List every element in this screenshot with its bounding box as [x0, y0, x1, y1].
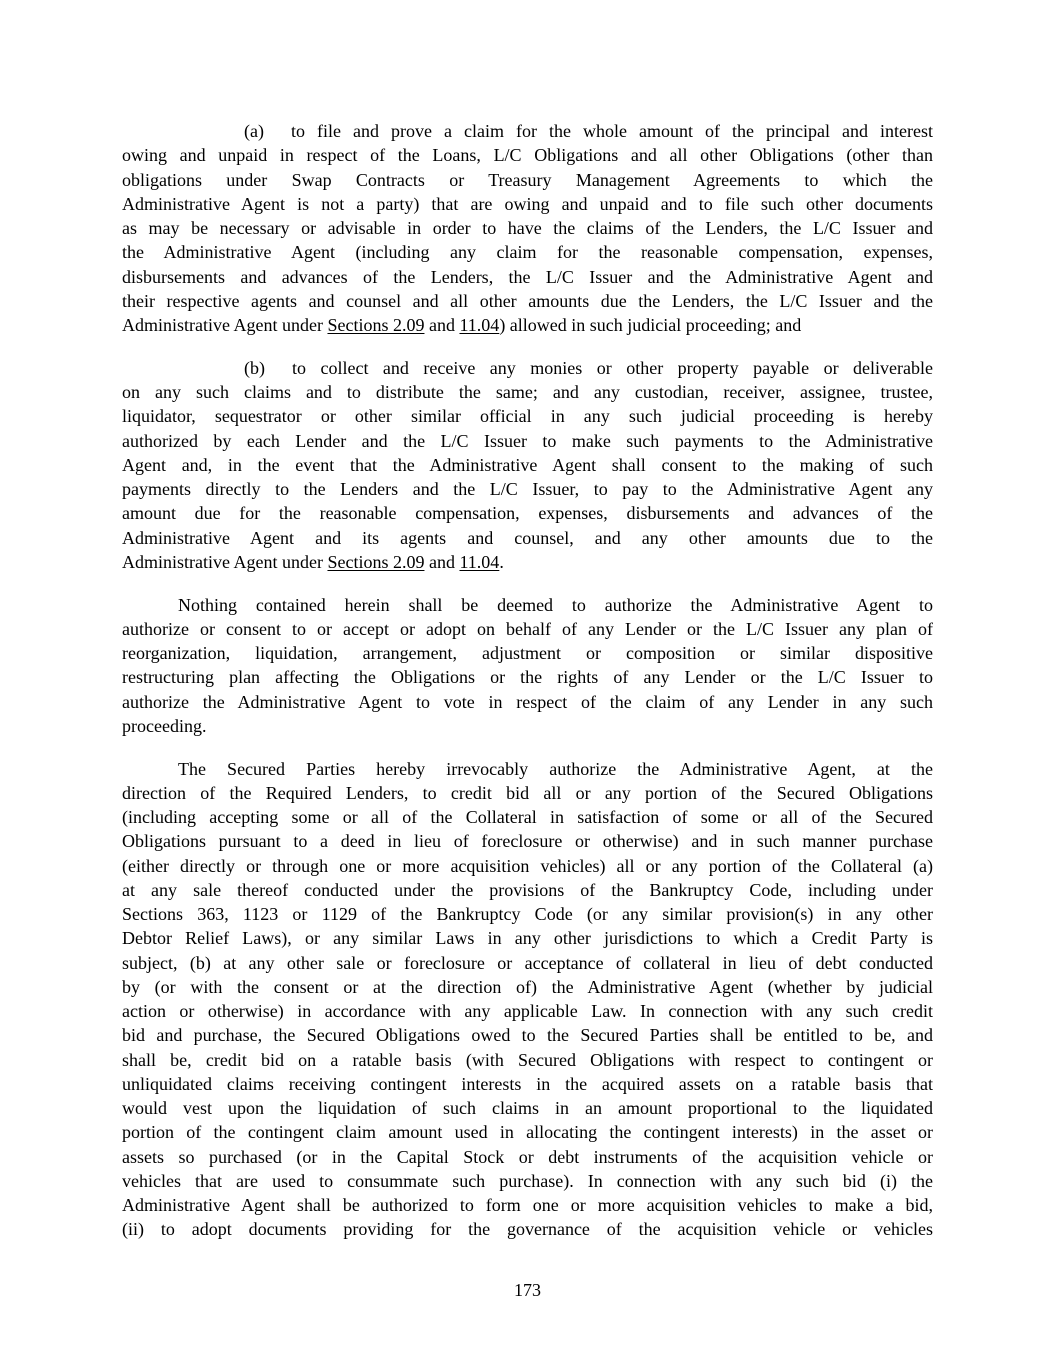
text-run: proceeding.: [122, 715, 207, 736]
text-line: [122, 477, 933, 501]
text-line: [122, 168, 933, 192]
text-run: The Secured Parties hereby irrevocably authorize the Administrative Agent, at the: [178, 758, 933, 779]
text-run: Administrative Agent shall be authorized to form one or more acquisition vehicles to make a bid,: [122, 1195, 933, 1215]
paragraph-nothing-contained: [122, 593, 933, 739]
text-run: (either directly or through one or more acquisition vehicles) all or any portion of the Collateral (a): [122, 855, 933, 876]
text-line: [122, 526, 933, 550]
text-line: [122, 265, 933, 289]
text-line: [122, 593, 933, 617]
text-line: [122, 690, 933, 714]
text-run: restructuring plan affecting the Obligations or the rights of any Lender or the L/C Issuer to: [122, 667, 933, 688]
text-run: (including accepting some or all of the Collateral in satisfaction of some or all of the Secured: [122, 807, 933, 827]
text-line: [122, 429, 933, 453]
text-run: shall be, credit bid on a ratable basis (with Secured Obligations with respect to contingent or: [122, 1049, 933, 1070]
text-line: [122, 781, 933, 805]
text-run: subject, (b) at any other sale or foreclosure or acceptance of collateral in lieu of debt conducted: [122, 952, 933, 973]
text-run: on any such claims and to distribute the same; and any custodian, receiver, assignee, trustee,: [122, 382, 933, 402]
text-run: Administrative Agent is not a party) that are owing and unpaid and to file such other documents: [122, 193, 933, 214]
paragraph-clause-b: [122, 356, 933, 574]
text-line: [122, 289, 933, 313]
text-line: [122, 617, 933, 641]
text-run: direction of the Required Lenders, to credit bid all or any portion of the Secured Obligations: [122, 782, 933, 803]
text-run: (b): [244, 357, 265, 378]
section-reference: Sections 2.09: [327, 551, 425, 572]
text-run: Obligations pursuant to a deed in lieu of foreclosure or otherwise) and in such manner purchase: [122, 831, 933, 852]
text-line: [122, 1072, 933, 1096]
text-run: reorganization, liquidation, arrangement, adjustment or composition or similar dispositive: [122, 643, 933, 663]
text-line: [122, 975, 933, 999]
text-run: by (or with the consent or at the direction of) the Administrative Agent (whether by judicial: [122, 976, 933, 997]
text-line: [122, 999, 933, 1023]
text-run: as may be necessary or advisable in order to have the claims of the Lenders, the L/C Issuer and: [122, 218, 933, 238]
text-run: Agent and, in the event that the Administrative Agent shall consent to the making of such: [122, 454, 933, 475]
text-run: authorize the Administrative Agent to vote in respect of the claim of any Lender in any such: [122, 691, 933, 712]
text-line: [122, 757, 933, 781]
text-run: ) allowed in such judicial proceeding; and: [499, 315, 802, 335]
text-run: Administrative Agent under: [122, 315, 328, 335]
text-line: [122, 380, 933, 404]
text-line: [122, 1096, 933, 1120]
text-run: authorized by each Lender and the L/C Issuer to make such payments to the Administrative: [122, 430, 933, 451]
text-line: [122, 854, 933, 878]
text-run: the Administrative Agent (including any claim for the reasonable compensation, expenses,: [122, 242, 933, 263]
text-run: authorize or consent to or accept or adopt on behalf of any Lender or the L/C Issuer any plan of: [122, 618, 933, 639]
text-run: and: [424, 315, 460, 335]
page-number: 173: [514, 1279, 541, 1300]
text-line: [122, 404, 933, 428]
text-run: unliquidated claims receiving contingent interests in the acquired assets on a ratable basis that: [122, 1073, 933, 1094]
text-line: [122, 501, 933, 525]
text-line: [122, 240, 933, 264]
text-run: liquidator, sequestrator or other similar official in any such judicial proceeding is hereby: [122, 406, 933, 427]
text-run: obligations under Swap Contracts or Treasury Management Agreements to which the: [122, 169, 933, 190]
text-run: owing and unpaid in respect of the Loans, L/C Obligations and all other Obligations (other than: [122, 145, 933, 166]
paragraph-clause-a: [122, 119, 933, 337]
text-run: (a): [244, 121, 264, 141]
section-reference: 11.04: [459, 551, 500, 572]
text-run: action or otherwise) in accordance with any applicable Law. In connection with any such credit: [122, 1001, 933, 1021]
text-line: [122, 878, 933, 902]
text-run: Nothing contained herein shall be deemed to authorize the Administrative Agent to: [178, 594, 933, 615]
text-line: [122, 356, 933, 380]
text-line: [122, 216, 933, 240]
text-line: [122, 1217, 933, 1241]
text-line: [122, 902, 933, 926]
text-line: [122, 1145, 933, 1169]
text-run: payments directly to the Lenders and the L/C Issuer, to pay to the Administrative Agent any: [122, 479, 933, 499]
text-run: .: [499, 551, 504, 572]
text-line: [122, 641, 933, 665]
text-line: [122, 926, 933, 950]
text-line: [122, 1169, 933, 1193]
text-run: Sections 363, 1123 or 1129 of the Bankruptcy Code (or any similar provision(s) in any other: [122, 904, 933, 924]
text-line: [122, 829, 933, 853]
text-line: [122, 1048, 933, 1072]
text-run: their respective agents and counsel and all other amounts due the Lenders, the L/C Issuer and the: [122, 290, 933, 311]
text-line: [122, 714, 933, 738]
paragraph-secured-parties-credit-bid: [122, 757, 933, 1242]
text-run: portion of the contingent claim amount used in allocating the contingent interests) in the asset or: [122, 1122, 933, 1143]
text-line: [122, 1120, 933, 1144]
text-line: [122, 143, 933, 167]
text-run: assets so purchased (or in the Capital Stock or debt instruments of the acquisition vehicle or: [122, 1146, 933, 1167]
text-run: disbursements and advances of the Lenders, the L/C Issuer and the Administrative Agent and: [122, 266, 933, 287]
text-run: vehicles that are used to consummate such purchase). In connection with any such bid (i) the: [122, 1170, 933, 1191]
text-run: to file and prove a claim for the whole amount of the principal and interest: [290, 121, 933, 141]
text-line: [122, 550, 933, 574]
text-run: Administrative Agent under: [122, 551, 328, 572]
text-line: [122, 453, 933, 477]
text-line: [122, 805, 933, 829]
text-line: [122, 119, 933, 143]
text-line: [122, 192, 933, 216]
text-run: amount due for the reasonable compensation, expenses, disbursements and advances of the: [122, 503, 933, 524]
text-run: to collect and receive any monies or other property payable or deliverable: [292, 357, 933, 378]
text-run: Debtor Relief Laws), or any similar Laws in any other jurisdictions to which a Credit Party is: [122, 928, 933, 949]
text-line: [122, 951, 933, 975]
section-reference: Sections 2.09: [327, 315, 425, 335]
text-run: (ii) to adopt documents providing for the governance of the acquisition vehicle or vehicles: [122, 1219, 933, 1240]
text-line: [122, 1193, 933, 1217]
text-line: [122, 665, 933, 689]
text-line: [122, 313, 933, 337]
text-run: Administrative Agent and its agents and counsel, and any other amounts due to the: [122, 527, 933, 548]
text-run: would vest upon the liquidation of such claims in an amount proportional to the liquidated: [122, 1098, 933, 1118]
text-run: and: [424, 551, 460, 572]
text-run: bid and purchase, the Secured Obligations owed to the Secured Parties shall be entitled to be, and: [122, 1025, 933, 1046]
section-reference: 11.04: [459, 315, 500, 335]
text-line: [122, 1023, 933, 1047]
text-run: at any sale thereof conducted under the provisions of the Bankruptcy Code, including under: [122, 879, 933, 900]
